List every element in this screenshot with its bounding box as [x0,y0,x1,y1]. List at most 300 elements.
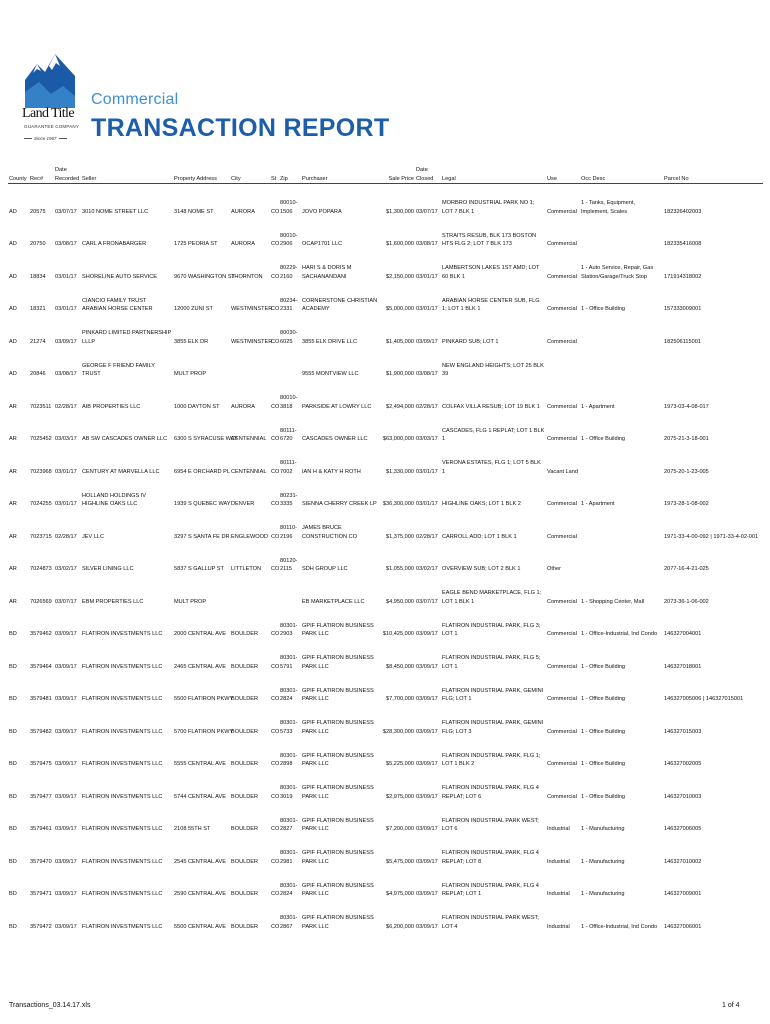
cell-date-closed: 03/01/17 [416,501,438,508]
cell-legal: CARROLL ADD; LOT 1 BLK 1 [442,533,517,540]
cell-purchaser: CASCADES OWNER LLC [302,436,368,443]
cell-county: AR [9,403,17,410]
column-header-line2: Closed [416,175,434,182]
cell-use: Industrial [547,891,570,898]
cell-zip: 80301-2827 [280,817,298,833]
cell-sale-price: $5,225,000 [386,761,414,768]
table-row [8,281,763,314]
cell-date-closed: 03/09/17 [416,728,438,735]
cell-seller: AB SW CASCADES OWNER LLC [82,436,168,443]
cell-date-closed: 03/01/17 [416,306,438,313]
cell-parcel-no: 146327010003 [664,793,702,800]
cell-legal: FLATIRON INDUSTRIAL PARK, FLG 4 REPLAT; LOT 1 [442,882,539,898]
cell-date-closed: 03/09/17 [416,858,438,865]
cell-date-recorded: 03/07/17 [55,598,77,605]
cell-city: BOULDER [231,891,259,898]
cell-rec-number: 3579475 [30,761,52,768]
cell-purchaser: HARI S & DORIS M SACHANANDANI [302,265,352,280]
cell-seller: FLATIRON INVESTMENTS LLC [82,793,163,800]
cell-city: WESTMINSTER [231,306,273,313]
column-header-line2: St [271,175,277,182]
cell-use: Commercial [547,208,577,215]
cell-purchaser: CORNERSTONE CHRISTIAN ACADEMY [302,297,378,313]
column-header-county [8,157,29,184]
cell-city: CENTENNIAL [231,468,267,475]
cell-date-closed: 02/28/17 [416,533,438,540]
table-row [8,574,763,607]
cell-sale-price: $7,200,000 [386,826,414,833]
cell-county: BD [9,826,17,833]
column-header-parcel-no [663,157,763,184]
cell-parcel-no: 1973-03-4-08-017 [664,403,709,410]
report-title: TRANSACTION REPORT [91,114,390,142]
cell-parcel-no: 182326402003 [664,208,702,215]
cell-property-address: 5500 CENTRAL AVE [174,923,226,930]
cell-legal: FLATIRON INDUSTRIAL PARK WEST; LOT 6 [442,817,539,833]
column-header-state [270,157,279,184]
cell-use: Commercial [547,696,577,703]
footer-page-number: 1 of 4 [722,1002,740,1009]
column-header-legal [441,157,546,184]
column-header-date-closed [415,157,441,184]
table-row [8,704,763,737]
cell-date-closed: 03/09/17 [416,826,438,833]
cell-date-recorded: 03/09/17 [55,663,77,670]
cell-zip: 80301-3019 [280,785,298,800]
cell-parcel-no: 146327018001 [664,663,702,670]
cell-date-recorded: 03/08/17 [55,371,77,378]
cell-state: CO [271,338,280,345]
column-header-rec-number [29,157,54,184]
table-row [8,541,763,574]
cell-date-recorded: 02/28/17 [55,533,77,540]
cell-date-closed: 03/09/17 [416,891,438,898]
cell-use: Commercial [547,533,577,540]
cell-purchaser: GPIF FLATIRON BUSINESS PARK LLC [302,915,374,930]
cell-property-address: 5744 CENTRAL AVE [174,793,226,800]
cell-purchaser: SIENNA CHERRY CREEK LP [302,501,377,508]
cell-seller: FLATIRON INVESTMENTS LLC [82,663,163,670]
column-header-seller [81,157,173,184]
table-row [8,801,763,834]
cell-parcel-no: 146327005006 | 146327015001 [664,696,744,703]
cell-seller: FLATIRON INVESTMENTS LLC [82,923,163,930]
cell-property-address: 3148 NOME ST [174,208,214,215]
cell-date-closed: 03/08/17 [416,241,438,248]
cell-occ-desc: 1 - Office-Industrial, Ind Condo [581,631,658,638]
cell-zip: 80301-2898 [280,752,298,768]
cell-property-address: 1000 DAYTON ST [174,403,220,410]
cell-occ-desc: 1 - Office Building [581,306,626,313]
cell-date-closed: 03/03/17 [416,436,438,443]
table-row [8,509,763,542]
cell-date-recorded: 03/09/17 [55,338,77,345]
cell-use: Commercial [547,338,577,345]
cell-city: BOULDER [231,696,259,703]
cell-zip: 80110-2196 [280,525,298,540]
cell-property-address: 2590 CENTRAL AVE [174,891,226,898]
cell-state [270,346,279,379]
cell-parcel-no: 2073-36-1-06-002 [664,598,709,605]
column-header-use [546,157,580,184]
cell-parcel-no: 2075-20-1-23-005 [664,468,709,475]
cell-parcel-no: 146327004001 [664,631,702,638]
column-header-zip [279,157,301,184]
cell-sale-price: $8,450,000 [386,663,414,670]
cell-use: Other [547,566,561,573]
cell-city: ENGLEWOOD [231,533,268,540]
cell-county: AD [9,208,17,215]
cell-county: BD [9,891,17,898]
table-row [8,411,763,444]
cell-state: CO [271,696,280,703]
cell-parcel-no: 146327009001 [664,891,702,898]
cell-seller: GEORGE F FRIEND FAMILY TRUST [82,362,155,378]
cell-city: BOULDER [231,631,259,638]
cell-sale-price: $2,975,000 [386,793,414,800]
cell-sale-price: $5,000,000 [386,306,414,313]
cell-date-closed: 02/28/17 [416,403,438,410]
brand-subtitle: GUARANTEE COMPANY [24,124,80,129]
cell-use: Vacant Land [547,468,578,475]
cell-zip: 80010-1506 [280,200,298,215]
table-row [8,736,763,769]
table-row [8,834,763,867]
column-header-line2: Purchaser [302,175,328,182]
cell-city: LITTLETON [231,566,262,573]
cell-city: DENVER [231,501,255,508]
cell-purchaser: GPIF FLATIRON BUSINESS PARK LLC [302,882,374,898]
cell-legal: FLATIRON INDUSTRIAL PARK WEST; LOT 4 [442,915,539,930]
cell-seller: 3010 NOME STREET LLC [82,208,149,215]
cell-legal: PINKARD SUB; LOT 1 [442,338,499,345]
cell-property-address: 9670 WASHINGTON ST [174,273,235,280]
cell-legal: FLATIRON INDUSTRIAL PARK, FLG 4 REPLAT; LOT 8 [442,850,539,865]
cell-property-address: 5700 FLATIRON PKWY [174,728,234,735]
column-header-occ-desc [580,157,663,184]
cell-rec-number: 7024255 [30,501,52,508]
cell-occ-desc: 1 - Shopping Center, Mall [581,598,645,605]
cell-legal: OVERVIEW SUB; LOT 2 BLK 1 [442,566,521,573]
cell-state: CO [271,533,280,540]
column-header-date-recorded [54,157,81,184]
cell-county: AD [9,306,17,313]
cell-use: Industrial [547,858,570,865]
cell-state: CO [271,501,280,508]
cell-rec-number: 18834 [30,273,46,280]
cell-legal: FLATIRON INDUSTRIAL PARK, FLG 5; LOT 1 [442,655,541,670]
brand-tagline: Since 1967 [24,136,80,141]
column-header-line2: Zip [280,175,288,182]
cell-state: CO [271,273,280,280]
cell-county: AR [9,598,17,605]
cell-sale-price: $1,300,000 [386,208,414,215]
cell-county: AR [9,533,17,540]
cell-date-closed: 03/09/17 [416,631,438,638]
cell-city: BOULDER [231,761,259,768]
cell-date-closed: 03/07/17 [416,208,438,215]
cell-state: CO [271,436,280,443]
cell-parcel-no: 2077-16-4-21-025 [664,566,709,573]
cell-city: AURORA [231,208,255,215]
cell-date-recorded: 03/09/17 [55,728,77,735]
cell-rec-number: 3579481 [30,696,52,703]
cell-zip: 80234-2331 [280,297,298,313]
cell-zip: 80301-2903 [280,622,298,638]
cell-use: Commercial [547,631,577,638]
cell-sale-price: $36,300,000 [382,501,414,508]
cell-purchaser: IAN H & KATY H ROTH [302,468,361,475]
cell-zip: 80301-2824 [280,687,298,703]
cell-county: AR [9,468,17,475]
cell-property-address: 2000 CENTRAL AVE [174,631,226,638]
cell-sale-price: $1,055,000 [386,566,414,573]
table-row [8,606,763,639]
cell-zip: 80120-2115 [280,557,298,573]
cell-rec-number: 3579461 [30,826,52,833]
cell-seller: FLATIRON INVESTMENTS LLC [82,728,163,735]
cell-purchaser: EB MARKETPLACE LLC [302,598,365,605]
cell-date-closed: 03/09/17 [416,696,438,703]
cell-parcel-no: 146327002005 [664,761,702,768]
cell-parcel-no: 146327006001 [664,923,702,930]
cell-legal: FLATIRON INDUSTRIAL PARK, FLG 1; LOT 1 BLK 2 [442,752,541,768]
brand-name: Land Title [22,106,74,121]
column-header-line2: Parcel No [664,175,689,182]
cell-state: CO [271,663,280,670]
cell-use: Commercial [547,663,577,670]
column-header-line2: Seller [82,175,97,182]
cell-zip: 80229-2160 [280,265,298,280]
transaction-table [8,157,763,931]
cell-rec-number: 3579470 [30,858,52,865]
cell-property-address: 3297 S SANTA FE DR [174,533,230,540]
cell-county: AD [9,241,17,248]
cell-state: CO [271,566,280,573]
report-subtitle: Commercial [91,91,179,108]
cell-date-closed: 03/09/17 [416,761,438,768]
cell-property-address: 2465 CENTRAL AVE [174,663,226,670]
cell-property-address: MULT PROP [174,598,207,605]
cell-seller: PINKARD LIMITED PARTNERSHIP LLLP [82,330,172,345]
cell-city: BOULDER [231,663,259,670]
cell-state: CO [271,468,280,475]
cell-date-recorded: 03/01/17 [55,501,77,508]
cell-date-closed: 03/08/17 [416,371,438,378]
cell-seller: CARL A FRONABARGER [82,241,147,248]
cell-date-recorded: 03/09/17 [55,923,77,930]
cell-legal: STRAITS RESUB, BLK 173 BOSTON HTS FLG 2; LOT 7 BLK 173 [442,232,537,248]
cell-date-recorded: 03/09/17 [55,858,77,865]
cell-zip: 80010-2906 [280,232,298,248]
cell-property-address: 5555 CENTRAL AVE [174,761,226,768]
column-header-line2: Property Address [174,175,217,182]
cell-city [230,574,270,607]
cell-use: Commercial [547,728,577,735]
cell-county: BD [9,728,17,735]
cell-purchaser: 9555 MONTVIEW LLC [302,371,359,378]
cell-use: Commercial [547,761,577,768]
cell-county: AD [9,273,17,280]
cell-property-address: 2545 CENTRAL AVE [174,858,226,865]
cell-parcel-no: 1971-33-4-00-092 | 1971-33-4-02-001 [664,533,759,540]
cell-use: Commercial [547,273,577,280]
cell-sale-price: $1,900,000 [386,371,414,378]
table-row [8,314,763,347]
cell-rec-number: 20575 [30,208,46,215]
cell-purchaser: SDH GROUP LLC [302,566,348,573]
cell-county: AD [9,371,17,378]
cell-sale-price: $10,425,000 [382,631,414,638]
column-header-line2: Rec# [30,175,44,182]
cell-property-address: 5837 S GALLUP ST [174,566,224,573]
cell-date-recorded: 03/09/17 [55,761,77,768]
cell-property-address: 1939 S QUEBEC WAY [174,501,231,508]
cell-city: CENTENNIAL [231,436,267,443]
cell-seller: HOLLAND HOLDINGS IV HIGHLINE OAKS LLC [82,492,147,508]
cell-city: WESTMINSTER [231,338,273,345]
cell-sale-price: $7,700,000 [386,696,414,703]
table-row [8,899,763,932]
cell-city: AURORA [231,403,255,410]
cell-use: Industrial [547,826,570,833]
cell-property-address: 2108 55TH ST [174,826,211,833]
cell-zip: 80301-2981 [280,850,298,865]
table-row [8,216,763,249]
cell-legal: LAMBERTSON LAKES 1ST AMD; LOT 60 BLK 1 [442,265,540,280]
cell-occ-desc: 1 - Apartment [581,501,615,508]
cell-state: CO [271,306,280,313]
cell-zip: 80301-5733 [280,720,298,735]
column-header-line2: Sale Price [388,175,414,182]
cell-sale-price: $1,600,000 [386,241,414,248]
cell-state: CO [271,923,280,930]
cell-date-recorded: 03/09/17 [55,696,77,703]
cell-parcel-no: 182506115001 [664,338,701,345]
cell-zip: 80010-3818 [280,395,298,410]
cell-county: BD [9,696,17,703]
cell-city: BOULDER [231,728,259,735]
cell-occ-desc: 1 - Manufacturing [581,858,625,865]
cell-date-recorded: 03/09/17 [55,891,77,898]
cell-legal: NEW ENGLAND HEIGHTS; LOT 25 BLK 39 [442,362,544,378]
cell-date-closed: 03/09/17 [416,338,438,345]
cell-date-recorded: 03/01/17 [55,468,77,475]
cell-property-address: 5500 FLATIRON PKWY [174,696,234,703]
cell-date-recorded: 03/09/17 [55,631,77,638]
cell-date-closed: 03/01/17 [416,273,438,280]
cell-legal: CASCADES, FLG 1 REPLAT; LOT 1 BLK 1 [442,427,545,443]
cell-parcel-no: 1973-28-1-08-002 [664,501,709,508]
cell-state: CO [271,826,280,833]
cell-date-closed: 03/07/17 [416,598,438,605]
cell-city: THORNTON [231,273,263,280]
cell-seller: FLATIRON INVESTMENTS LLC [82,761,163,768]
cell-seller: FLATIRON INVESTMENTS LLC [82,891,163,898]
cell-use: Commercial [547,436,577,443]
cell-occ-desc [580,444,663,477]
cell-state: CO [271,761,280,768]
cell-city: BOULDER [231,923,259,930]
cell-rec-number: 21274 [30,338,46,345]
cell-state: CO [271,891,280,898]
cell-occ-desc: 1 - Manufacturing [581,891,625,898]
footer-filename: Transactions_03.14.17.xls [9,1002,91,1009]
cell-purchaser: GPIF FLATIRON BUSINESS PARK LLC [302,622,374,638]
cell-county: BD [9,923,17,930]
cell-date-recorded: 03/01/17 [55,306,77,313]
cell-county: AR [9,436,17,443]
cell-county: BD [9,663,17,670]
cell-sale-price: $1,375,000 [386,533,414,540]
table-row [8,379,763,412]
cell-parcel-no [663,346,763,379]
cell-occ-desc: 1 - Office Building [581,761,626,768]
cell-occ-desc [580,509,663,542]
cell-purchaser: GPIF FLATIRON BUSINESS PARK LLC [302,850,374,865]
cell-city: AURORA [231,241,255,248]
land-title-logo [22,46,78,146]
cell-rec-number: 3579482 [30,728,52,735]
cell-zip: 80301-2867 [280,915,298,930]
cell-property-address: 3855 ELK DR [174,338,209,345]
cell-date-recorded: 03/09/17 [55,826,77,833]
cell-state: CO [271,858,280,865]
cell-rec-number: 20846 [30,371,46,378]
cell-zip: 80301-2824 [280,882,298,898]
cell-property-address: 6954 E ORCHARD PL [174,468,230,475]
cell-parcel-no: 182335416008 [664,241,702,248]
cell-city [230,346,270,379]
cell-parcel-no: 146327010002 [664,858,702,865]
cell-legal: ARABIAN HORSE CENTER SUB, FLG 1; LOT 1 BLK 1 [442,297,540,313]
cell-parcel-no: 146327006005 [664,826,702,833]
cell-legal: FLATIRON INDUSTRIAL PARK, GEMINI FLG; LOT 3 [442,720,544,735]
column-header-line2: County [9,175,27,182]
cell-property-address: 1725 PEORIA ST [174,241,218,248]
cell-date-recorded: 03/03/17 [55,436,77,443]
cell-state [270,574,279,607]
table-row [8,346,763,379]
column-header-line2: Use [547,175,557,182]
cell-purchaser: GPIF FLATIRON BUSINESS PARK LLC [302,752,374,768]
table-row [8,184,763,217]
cell-seller: FLATIRON INVESTMENTS LLC [82,826,163,833]
cell-occ-desc: 1 - Office-Industrial, Ind Condo [581,923,658,930]
cell-legal: FLATIRON INDUSTRIAL PARK, FLG 4 REPLAT; LOT 6 [442,785,539,800]
table-row [8,866,763,899]
cell-sale-price: $4,975,000 [386,891,414,898]
table-row [8,444,763,477]
cell-use: Commercial [547,241,577,248]
cell-seller: FLATIRON INVESTMENTS LLC [82,696,163,703]
cell-county: BD [9,858,17,865]
table-row [8,249,763,282]
table-header-row [8,157,763,184]
cell-purchaser: OCAP1701 LLC [302,241,343,248]
cell-date-closed: 03/09/17 [416,793,438,800]
cell-county: BD [9,761,17,768]
table-row [8,476,763,509]
cell-seller: EBM PROPERTIES LLC [82,598,144,605]
cell-occ-desc: 1 - Auto Service, Repair, Gas Station/Garage/Truck Stop [581,265,654,280]
cell-legal: FLATIRON INDUSTRIAL PARK, GEMINI FLG; LOT 1 [442,687,544,703]
column-header-property-address [173,157,230,184]
cell-purchaser: JOVO POPARA [302,208,342,215]
cell-seller: FLATIRON INVESTMENTS LLC [82,858,163,865]
cell-parcel-no: 2075-21-3-18-001 [664,436,709,443]
cell-sale-price: $63,000,000 [382,436,414,443]
